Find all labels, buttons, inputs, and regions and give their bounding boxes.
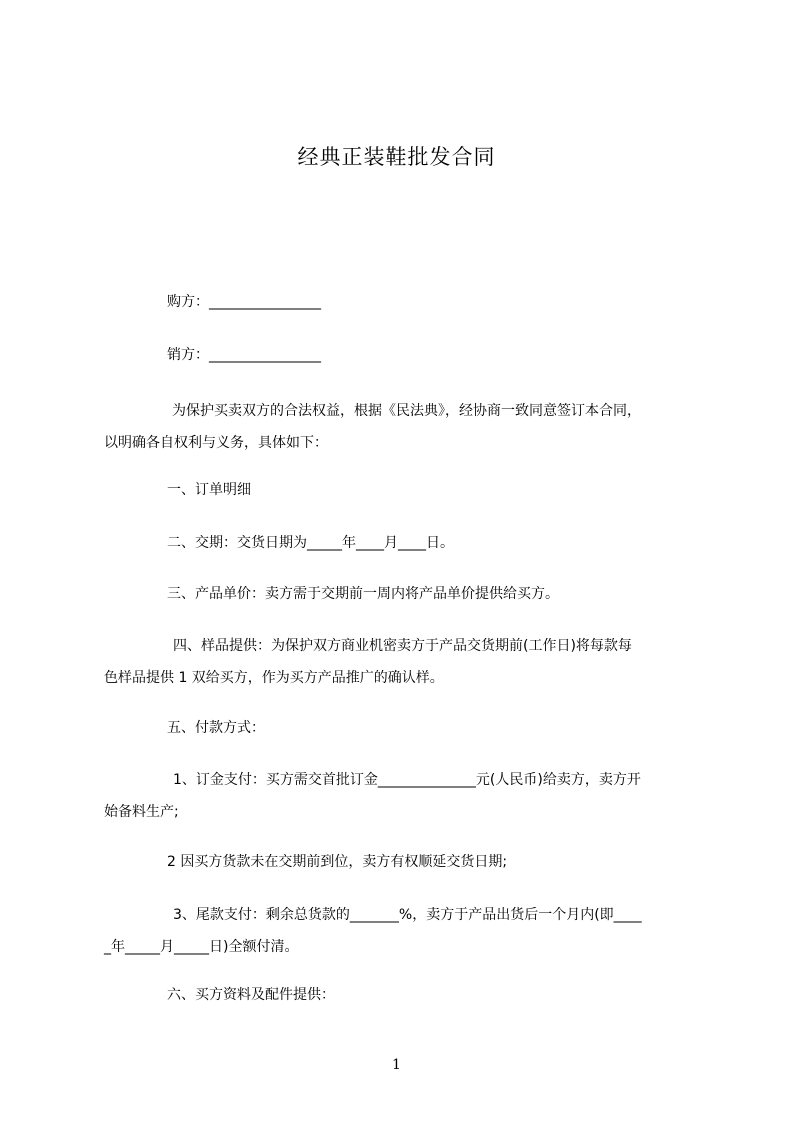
seller-line: 销方：________________ [167,347,321,363]
balance-row-2: _年_____月_____日)全额付清。 [104,939,299,955]
deposit-row-1: 1、订金支付：买方需交首批订金______________元(人民币)给卖方，卖方开 [173,772,641,788]
samples-row-1: 四、样品提供：为保护双方商业机密卖方于产品交货期前(工作日)将每款每 [173,638,632,654]
buyer-line: 购方：________________ [167,294,321,310]
section-order-details: 一、订单明细 [167,482,251,498]
document-title: 经典正装鞋批发合同 [297,145,496,169]
section-buyer-materials: 六、买方资料及配件提供： [167,987,335,1003]
payment-deposit [104,764,712,828]
section-delivery-date: 二、交期：交货日期为_____年____月____日。 [167,535,454,551]
page-number: 1 [392,1057,401,1073]
deposit-row-2: 始备料生产; [104,804,179,820]
payment-delay-clause: 2 因买方货款未在交期前到位，卖方有权顺延交货日期; [167,854,508,870]
payment-balance [104,899,712,963]
intro-row-1: 为保护买卖双方的合法权益，根据《民法典》，经协商一致同意签订本合同， [172,403,641,419]
section-unit-price: 三、产品单价：卖方需于交期前一周内将产品单价提供给买方。 [167,586,559,602]
section-payment-method: 五、付款方式： [167,720,265,736]
intro-paragraph [104,395,712,459]
intro-row-2: 以明确各自权利与义务，具体如下： [104,435,328,451]
balance-row-1: 3、尾款支付：剩余总货款的_______%，卖方于产品出货后一个月内(即____ [173,907,642,923]
section-samples [104,630,712,694]
samples-row-2: 色样品提供 1 双给买方，作为买方产品推广的确认样。 [104,670,444,686]
